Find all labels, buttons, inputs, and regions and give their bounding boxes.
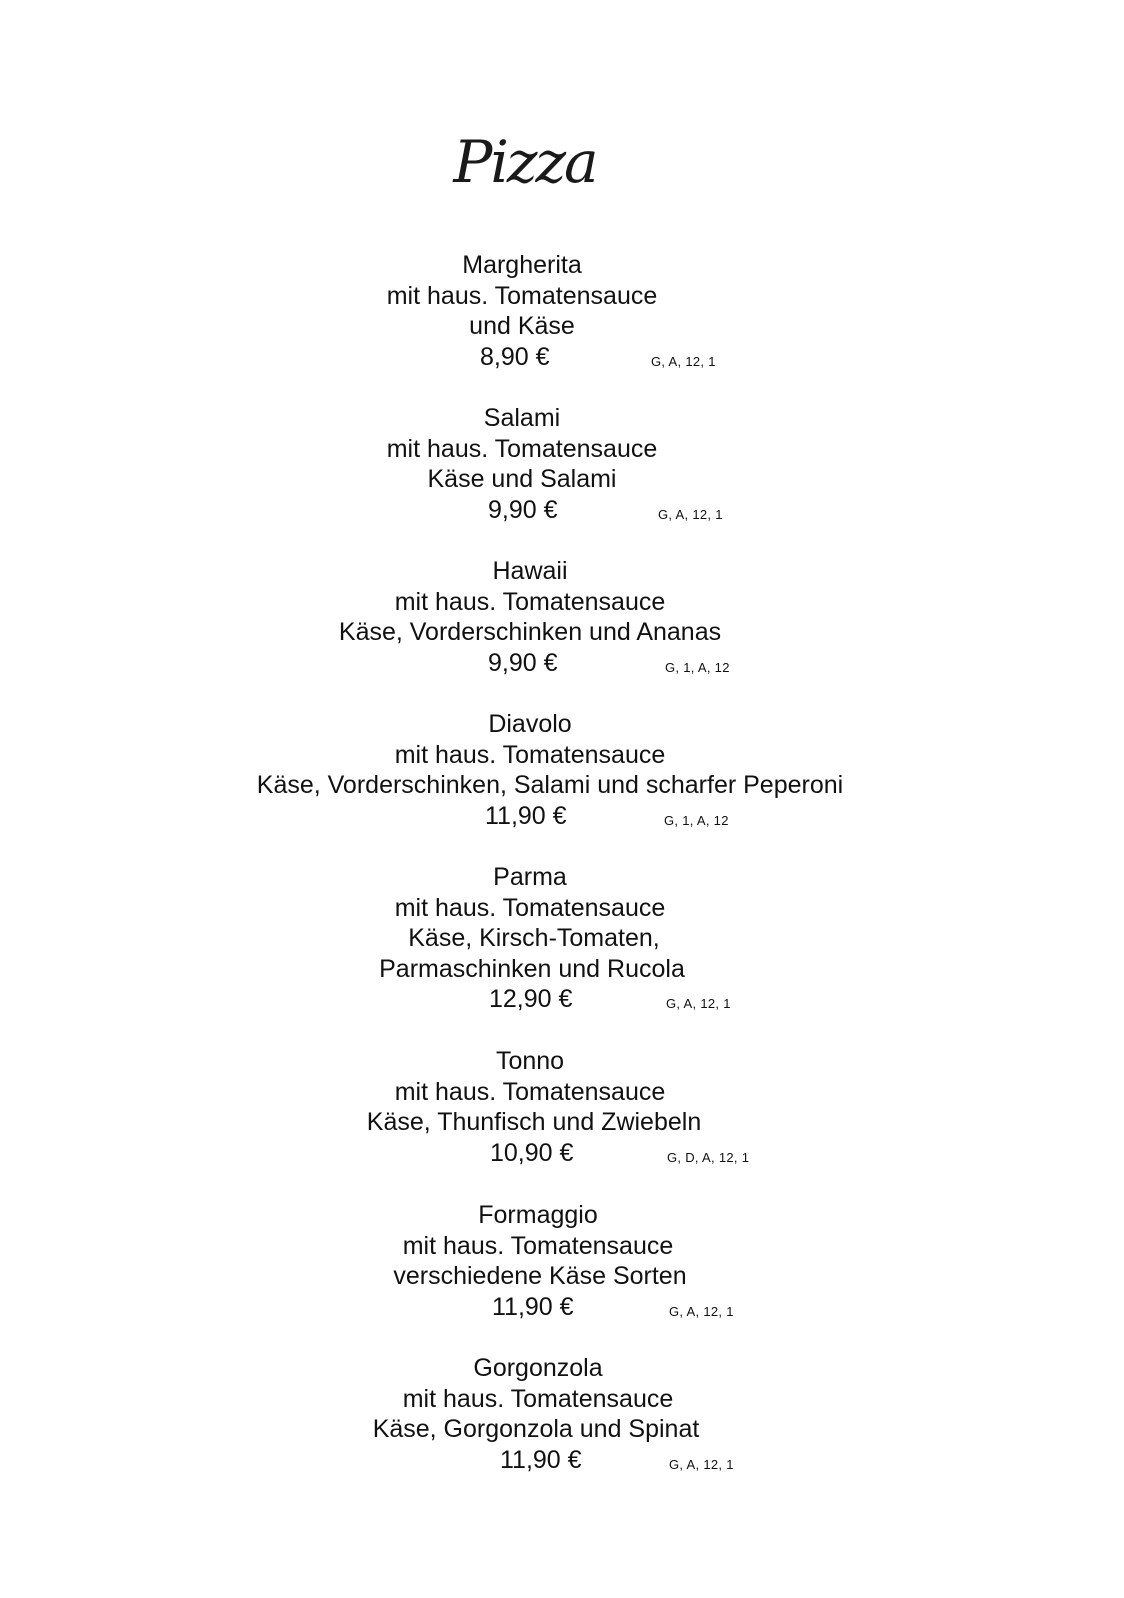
menu-item-formaggio [0,1200,1124,1322]
item-allergens: G, A, 12, 1 [658,506,723,522]
item-name: Gorgonzola [473,1354,603,1382]
item-description-line: mit haus. Tomatensauce [402,1231,674,1260]
price-row [0,342,1124,373]
item-description-line: Käse, Vorderschinken, Salami und scharfer Peperoni [256,771,844,800]
item-allergens: G, A, 12, 1 [669,1456,734,1472]
menu-item-parma [0,862,1124,1015]
item-name: Salami [483,404,561,432]
item-description-line: mit haus. Tomatensauce [394,740,666,769]
item-price: 10,90 € [490,1138,574,1167]
menu-title: Pizza [453,128,597,196]
item-description-line: Parmaschinken und Rucola [379,954,685,983]
item-price: 12,90 € [489,985,573,1014]
item-description-line: verschiedene Käse Sorten [393,1262,687,1291]
item-description-line: mit haus. Tomatensauce [394,587,666,616]
price-row [0,1138,1124,1169]
item-price: 11,90 € [500,1445,582,1474]
item-description-line: mit haus. Tomatensauce [394,1077,666,1106]
price-row [0,1445,1124,1476]
item-description-line: Käse, Thunfisch und Zwiebeln [366,1108,702,1137]
item-description-line: mit haus. Tomatensauce [386,434,658,463]
item-name: Parma [493,863,567,891]
menu-item-gorgonzola [0,1353,1124,1475]
menu-item-margherita [0,250,1124,372]
item-description-line: Käse und Salami [427,465,617,494]
item-description-line: Käse, Gorgonzola und Spinat [372,1415,700,1444]
item-name: Diavolo [488,710,572,738]
price-row [0,1292,1124,1323]
item-price: 9,90 € [488,648,558,677]
menu-item-salami [0,403,1124,525]
item-allergens: G, A, 12, 1 [651,353,716,369]
price-row [0,495,1124,526]
item-description-line: mit haus. Tomatensauce [394,893,666,922]
item-allergens: G, D, A, 12, 1 [667,1149,750,1165]
item-description-line: Käse, Kirsch-Tomaten, [408,924,660,953]
item-allergens: G, 1, A, 12 [664,812,729,828]
item-allergens: G, A, 12, 1 [669,1303,734,1319]
price-row [0,801,1124,832]
item-name: Margherita [462,251,582,279]
item-name: Formaggio [478,1201,598,1229]
item-name: Hawaii [492,557,568,585]
item-allergens: G, 1, A, 12 [665,659,730,675]
item-price: 9,90 € [488,495,558,524]
menu-item-diavolo [0,709,1124,831]
menu-item-tonno [0,1046,1124,1168]
item-name: Tonno [495,1047,565,1075]
menu-item-hawaii [0,556,1124,678]
price-row [0,984,1124,1015]
item-price: 8,90 € [480,342,550,371]
item-allergens: G, A, 12, 1 [666,996,731,1012]
item-price: 11,90 € [485,801,567,830]
item-description-line: mit haus. Tomatensauce [402,1384,674,1413]
item-description-line: Käse, Vorderschinken und Ananas [338,618,722,647]
item-price: 11,90 € [492,1292,574,1321]
item-description-line: und Käse [469,312,575,341]
item-description-line: mit haus. Tomatensauce [386,281,658,310]
price-row [0,648,1124,679]
